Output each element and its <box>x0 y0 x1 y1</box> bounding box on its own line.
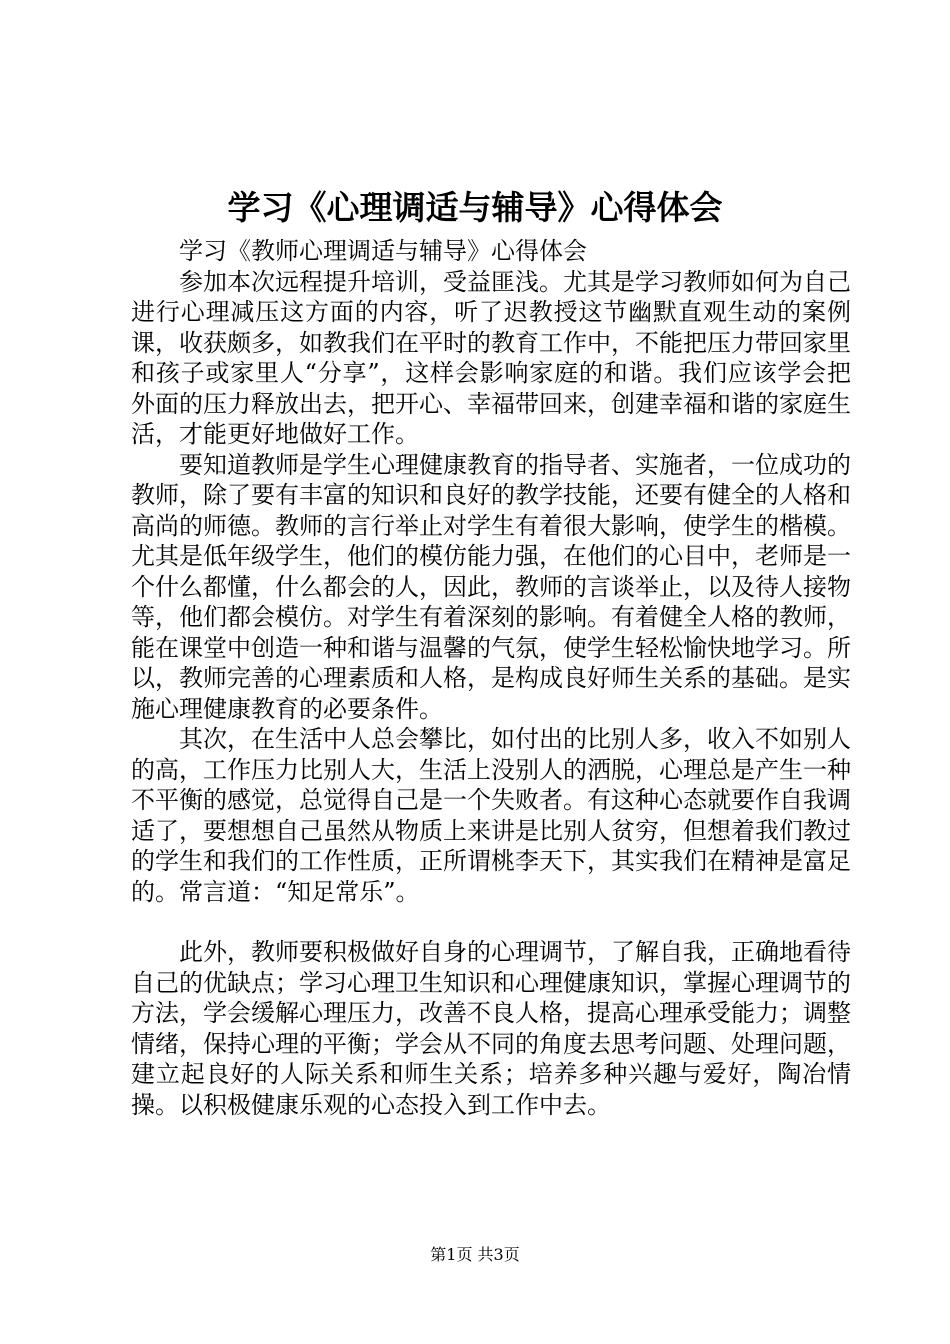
page-footer: 第1页 共3页 <box>430 1245 520 1264</box>
paragraph-3: 其次，在生活中人总会攀比，如付出的比别人多，收入不如别人的高，工作压力比别人大，生活上没别人的洒脱，心理总是产生一种不平衡的感觉，总觉得自己是一个失败者。有这种心态就要作自我调适了，要想想自己虽然从物质上来讲是比别人贫穷，但想着我们教过的学生和我们的工作性质，正所谓桃李天下，其实我们在精神是富足的。常言道：“知足常乐”。 <box>131 725 851 906</box>
paragraph-subtitle: 学习《教师心理调适与辅导》心得体会 <box>179 237 587 265</box>
paragraph-4: 此外，教师要积极做好自身的心理调节，了解自我，正确地看待自己的优缺点；学习心理卫生知识和心理健康知识，掌握心理调节的方法，学会缓解心理压力，改善不良人格，提高心理承受能力；调整情绪，保持心理的平衡；学会从不同的角度去思考问题、处理问题，建立起良好的人际关系和师生关系；培养多种兴趣与爱好，陶冶情操。以积极健康乐观的心态投入到工作中去。 <box>131 938 851 1119</box>
document-body <box>131 236 851 1120</box>
paragraph-2: 要知道教师是学生心理健康教育的指导者、实施者，一位成功的教师，除了要有丰富的知识和良好的教学技能，还要有健全的人格和高尚的师德。教师的言行举止对学生有着很大影响，使学生的楷模。尤其是低年级学生，他们的模仿能力强，在他们的心目中，老师是一个什么都懂，什么都会的人，因此，教师的言谈举止，以及待人接物等，他们都会模仿。对学生有着深刻的影响。有着健全人格的教师，能在课堂中创造一种和谐与温馨的气氛，使学生轻松愉快地学习。所以，教师完善的心理素质和人格，是构成良好师生关系的基础。是实施心理健康教育的必要条件。 <box>131 450 851 723</box>
document-title: 学习《心理调适与辅导》心得体会 <box>227 188 723 227</box>
paragraph-1: 参加本次远程提升培训，受益匪浅。尤其是学习教师如何为自己进行心理减压这方面的内容，听了迟教授这节幽默直观生动的案例课，收获颇多，如教我们在平时的教育工作中，不能把压力带回家里和孩子或家里人“分享”，这样会影响家庭的和谐。我们应该学会把外面的压力释放出去，把开心、幸福带回来，创建幸福和谐的家庭生活，才能更好地做好工作。 <box>131 267 851 448</box>
